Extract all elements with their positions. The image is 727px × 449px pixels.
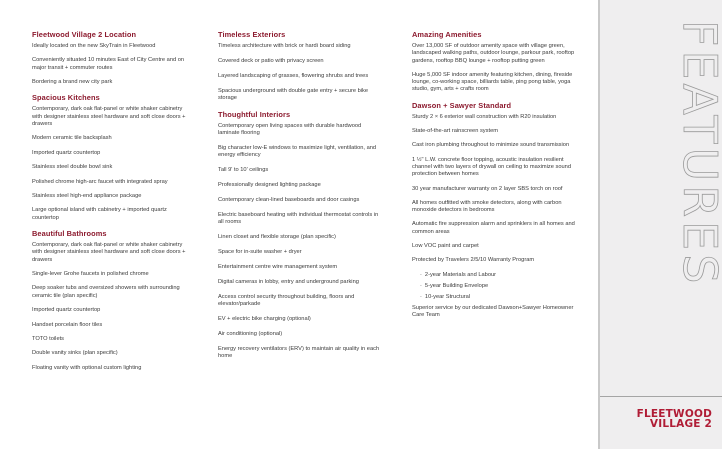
feature-item: Contemporary, dark oak flat-panel or white shaker cabinetry with designer stainless steel hardware and soft close doors + drawers: [32, 242, 186, 263]
feature-item: Digital cameras in lobby, entry and underground parking: [218, 278, 359, 285]
feature-item: Ideally located on the new SkyTrain in Fleetwood: [32, 43, 156, 49]
feature-item: Imported quartz countertop: [32, 149, 101, 156]
column-3: [412, 30, 582, 327]
column-1: [32, 30, 192, 379]
bullet-icon: ·: [420, 282, 422, 289]
sidebar-panel: [598, 0, 727, 449]
feature-item: Handset porcelain floor tiles: [32, 321, 103, 328]
feature-item: 1 ½" L.W. concrete floor topping, acoustic insulation resilient channel with two layers of drywall on ceiling to maximize sound protection between homes: [412, 156, 572, 178]
feature-section: [218, 30, 380, 102]
logo-line-2: VILLAGE 2: [649, 418, 712, 430]
feature-item: 30 year manufacturer warranty on 2 layer SBS torch on roof: [412, 185, 563, 192]
feature-item: Double vanity sinks (plan specific): [32, 350, 118, 357]
feature-item: Spacious underground with double gate entry + secure bike storage: [218, 87, 369, 101]
feature-item: Space for in-suite washer + dryer: [218, 248, 302, 255]
section-title: Fleetwood Village 2 Location: [32, 30, 137, 39]
feature-item: Imported quartz countertop: [32, 307, 101, 314]
feature-item: Stainless steel double bowl sink: [32, 164, 113, 171]
feature-item: Contemporary open living spaces with durable hardwood laminate flooring: [218, 122, 362, 137]
section-title: Spacious Kitchens: [32, 93, 100, 103]
feature-item: Air conditioning (optional): [218, 330, 283, 337]
warranty-subitem: [420, 272, 582, 279]
section-title: Thoughtful Interiors: [218, 109, 291, 119]
feature-item: Cast iron plumbing throughout to minimize sound transmission: [412, 142, 570, 149]
feature-item: Superior service by our dedicated Dawson+Sawyer Homeowner Care Team: [412, 305, 574, 319]
features-title: FEATURES: [673, 20, 727, 288]
sidebar-divider: [600, 396, 722, 397]
feature-item: Access control security throughout building, floors and elevator/parkade: [218, 293, 355, 307]
feature-item: Covered deck or patio with privacy screen: [218, 57, 324, 64]
feature-item: Entertainment centre wire management system: [218, 263, 338, 270]
feature-item: Layered landscaping of grasses, flowering shrubs and trees: [218, 72, 369, 79]
feature-item: EV + electric bike charging (optional): [218, 315, 311, 322]
feature-item: Energy recovery ventilators (ERV) to maintain air quality in each home: [218, 345, 380, 359]
subitem-text: 10-year Structural: [424, 293, 471, 300]
section-title: Beautiful Bathrooms: [32, 229, 107, 239]
subitem-text: 2-year Materials and Labour: [424, 271, 497, 278]
feature-item: Modern ceramic tile backsplash: [32, 135, 112, 142]
feature-item: Stainless steel high-end appliance package: [32, 193, 142, 200]
feature-item: Single-lever Grohe faucets in polished chrome: [32, 271, 149, 278]
feature-item: Big character low-E windows to maximize light, ventilation, and energy efficiency: [218, 145, 377, 159]
feature-item: Polished chrome high-arc faucet with integrated spray: [32, 178, 168, 185]
warranty-subitem: [420, 283, 582, 290]
warranty-subitem: [420, 294, 582, 301]
feature-item: Large optional island with cabinetry + imported quartz countertop: [32, 207, 167, 221]
feature-item: All homes outfitted with smoke detectors, along with carbon monoxide detectors in bedrooms: [412, 199, 562, 214]
feature-item: Linen closet and flexible storage (plan specific): [218, 234, 336, 241]
feature-item: Floating vanity with optional custom lighting: [32, 364, 142, 371]
feature-item: Sturdy 2 × 6 exterior wall construction with R20 insulation: [412, 113, 557, 120]
feature-item: Contemporary clean-lined baseboards and door casings: [218, 197, 360, 204]
feature-item: Protected by Travelers 2/5/10 Warranty Program: [412, 257, 535, 264]
feature-item: Deep soaker tubs and oversized showers with surrounding ceramic tile (plan specific): [32, 285, 180, 299]
feature-item: Contemporary, dark oak flat-panel or white shaker cabinetry with designer stainless steel hardware and soft close doors + drawers: [32, 106, 186, 128]
feature-item: Professionally designed lighting package: [218, 182, 321, 189]
section-title: Amazing Amenities: [412, 30, 482, 39]
feature-section: [218, 110, 380, 360]
bullet-icon: ·: [420, 293, 422, 300]
feature-item: Automatic fire suppression alarm and sprinklers in all homes and common areas: [412, 221, 575, 235]
feature-section: [32, 93, 192, 222]
feature-section: [32, 30, 192, 86]
fleetwood-village-logo: [637, 409, 712, 429]
feature-item: Tall 9' to 10' ceilings: [218, 167, 269, 174]
feature-section: [32, 229, 192, 372]
feature-section: [412, 30, 582, 94]
feature-section: [412, 101, 582, 320]
feature-item: Conveniently situated 10 minutes East of City Centre and on major transit + commuter routes: [32, 57, 185, 71]
column-2: [218, 30, 380, 368]
feature-item: Timeless architecture with brick or hardi board siding: [218, 43, 351, 49]
subitem-text: 5-year Building Envelope: [424, 282, 489, 289]
feature-item: Huge 5,000 SF indoor amenity featuring kitchen, dining, fireside lounge, co-working space, billiards table, ping pong table, yoga studio, gym, arts + crafts room: [412, 71, 573, 93]
feature-item: Over 13,000 SF of outdoor amenity space with village green, landscaped walking paths, outdoor lounge, parkour park, rooftop gardens, rooftop BBQ lounge + rooftop putting green: [412, 43, 575, 64]
feature-item: TOTO toilets: [32, 335, 65, 342]
section-title: Timeless Exteriors: [218, 30, 286, 39]
feature-item: Electric baseboard heating with individual thermostat controls in all rooms: [218, 211, 379, 226]
feature-item: State-of-the-art rainscreen system: [412, 128, 498, 135]
section-title: Dawson + Sawyer Standard: [412, 100, 512, 110]
feature-item: Bordering a brand new city park: [32, 79, 113, 86]
bullet-icon: ·: [420, 271, 422, 278]
logo-line-1: FLEETWOOD: [636, 408, 712, 420]
feature-item: Low VOC paint and carpet: [412, 243, 479, 250]
